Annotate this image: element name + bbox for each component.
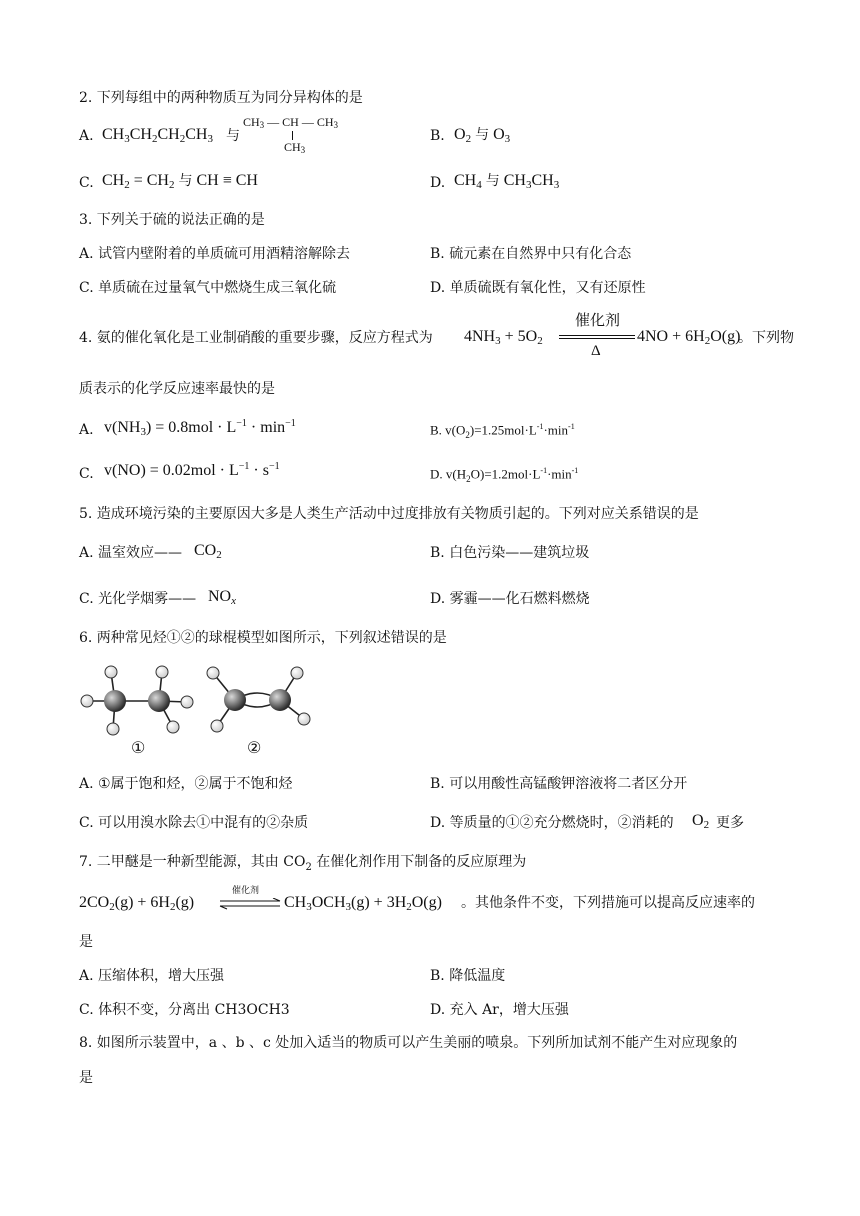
q2-option-c-formula: $CH_2 = CH_2$ 与 CH ≡ CH	[102, 172, 258, 191]
ball-and-stick-models	[75, 660, 335, 760]
q4-equation-left: $4NH_3 + 5O_2$	[464, 328, 543, 347]
q5-option-c-formula: $NO_x$	[208, 588, 236, 607]
q5-stem: 5. 造成环境污染的主要原因大多是人类生产活动中过度排放有关物质引起的。下列对应关系错误的是	[79, 506, 699, 522]
q7-option-a: A. 压缩体积，增大压强	[79, 968, 225, 984]
q5-option-a-formula: $CO_2$	[194, 542, 222, 561]
q4-equals-top	[559, 335, 635, 337]
q4-option-b: B. $v(O_2)=1.25mol\cdot L^{-1}\cdot\min^{-1}$	[430, 422, 575, 440]
q2-option-a-conj: 与	[226, 128, 240, 144]
q3-stem: 3. 下列关于硫的说法正确的是	[79, 212, 265, 228]
q6-option-d: D. 等质量的①②充分燃烧时，②消耗的	[430, 815, 674, 831]
isobutane-top-chain: $CH_3$ — CH — $CH_3$	[243, 115, 339, 130]
q3-option-c: C. 单质硫在过量氧气中燃烧生成三氧化硫	[79, 280, 337, 296]
q6-stem: 6. 两种常见烃①②的球棍模型如图所示，下列叙述错误的是	[79, 630, 447, 646]
ethylene-model	[207, 667, 310, 732]
q7-catalyst-label: 催化剂	[232, 886, 260, 896]
q7-stem-tail: 。其他条件不变，下列措施可以提高反应速率的	[461, 895, 755, 911]
q7-option-d: D. 充入 Ar，增大压强	[430, 1002, 569, 1018]
q7-option-b: B. 降低温度	[430, 968, 506, 984]
q4-option-c-formula: $v(NO) = 0.02mol \cdot L^{-1} \cdot s^{-1}$	[104, 461, 280, 479]
q5-option-b: B. 白色污染——建筑垃圾	[430, 545, 590, 561]
q4-option-a-formula: $v(NH_3) = 0.8mol \cdot L^{-1} \cdot \min^{-1}$	[104, 418, 296, 438]
q3-option-a: A. 试管内壁附着的单质硫可用酒精溶解除去	[79, 246, 351, 262]
q5-option-c: C. 光化学烟雾——	[79, 591, 197, 607]
ethane-model	[81, 666, 193, 735]
q4-option-c-label: C.	[79, 466, 94, 482]
q4-catalyst-label: 催化剂	[575, 311, 621, 329]
q2-option-a-formula: $CH_3CH_2CH_2CH_3$	[102, 126, 213, 145]
q8-stem: 8. 如图所示装置中，a 、b 、c 处加入适当的物质可以产生美丽的喷泉。下列所加试剂不能产生对应现象的	[79, 1035, 738, 1051]
q7-stem: 7. 二甲醚是一种新型能源，其由 $CO_2$ 在催化剂作用下制备的反应原理为	[79, 854, 527, 873]
q6-option-b: B. 可以用酸性高锰酸钾溶液将二者区分开	[430, 776, 688, 792]
model-label-1: ①	[131, 738, 146, 757]
q7-option-c: C. 体积不变，分离出 CH3OCH3	[79, 1002, 290, 1018]
q2-option-b-formula: $O_2$ 与 $O_3$	[454, 126, 511, 145]
q4-option-a-label: A.	[79, 422, 94, 438]
q4-equation-right: $4NO + 6H_2O(g)$	[637, 328, 741, 347]
q8-stem-line2: 是	[79, 1070, 93, 1086]
q4-equals-bottom	[559, 338, 635, 340]
q3-option-d: D. 单质硫既有氧化性，又有还原性	[430, 280, 646, 296]
q6-option-c: C. 可以用溴水除去①中混有的②杂质	[79, 815, 309, 831]
q2-option-d-label: D.	[430, 175, 446, 191]
q7-stem-line3: 是	[79, 934, 93, 950]
q4-stem-line2: 质表示的化学反应速率最快的是	[79, 381, 275, 397]
q7-equation-right: $CH_3OCH_3(g) + 3H_2O(g)$	[284, 894, 442, 913]
q4-heat-symbol: Δ	[591, 343, 601, 359]
q2-option-d-formula: $CH_4$ 与 $CH_3CH_3$	[454, 172, 560, 191]
reversible-arrow-icon	[218, 898, 282, 910]
q2-option-a-label: A.	[79, 128, 94, 144]
q4-stem-tail: 。下列物	[738, 330, 794, 346]
q7-equation-left: $2CO_2(g) + 6H_2(g)$	[79, 894, 195, 913]
q2-option-c-label: C.	[79, 175, 94, 191]
q5-option-a: A. 温室效应——	[79, 545, 183, 561]
isobutane-bond	[292, 131, 293, 140]
q2-stem: 2. 下列每组中的两种物质互为同分异构体的是	[79, 90, 363, 106]
q4-option-d: D. $v(H_2O)=1.2mol\cdot L^{-1}\cdot\min^{-1}$	[430, 466, 579, 484]
q6-option-d-formula: $O_2$	[692, 812, 710, 831]
isobutane-branch: $CH_3$	[284, 140, 306, 155]
q6-option-d-tail: 更多	[716, 815, 744, 831]
model-label-2: ②	[247, 738, 262, 757]
q2-option-b-label: B.	[430, 128, 445, 144]
q4-stem: 4. 氨的催化氧化是工业制硝酸的重要步骤，反应方程式为	[79, 330, 433, 346]
q3-option-b: B. 硫元素在自然界中只有化合态	[430, 246, 632, 262]
q6-option-a: A. ①属于饱和烃，②属于不饱和烃	[79, 776, 293, 792]
q5-option-d: D. 雾霾——化石燃料燃烧	[430, 591, 590, 607]
